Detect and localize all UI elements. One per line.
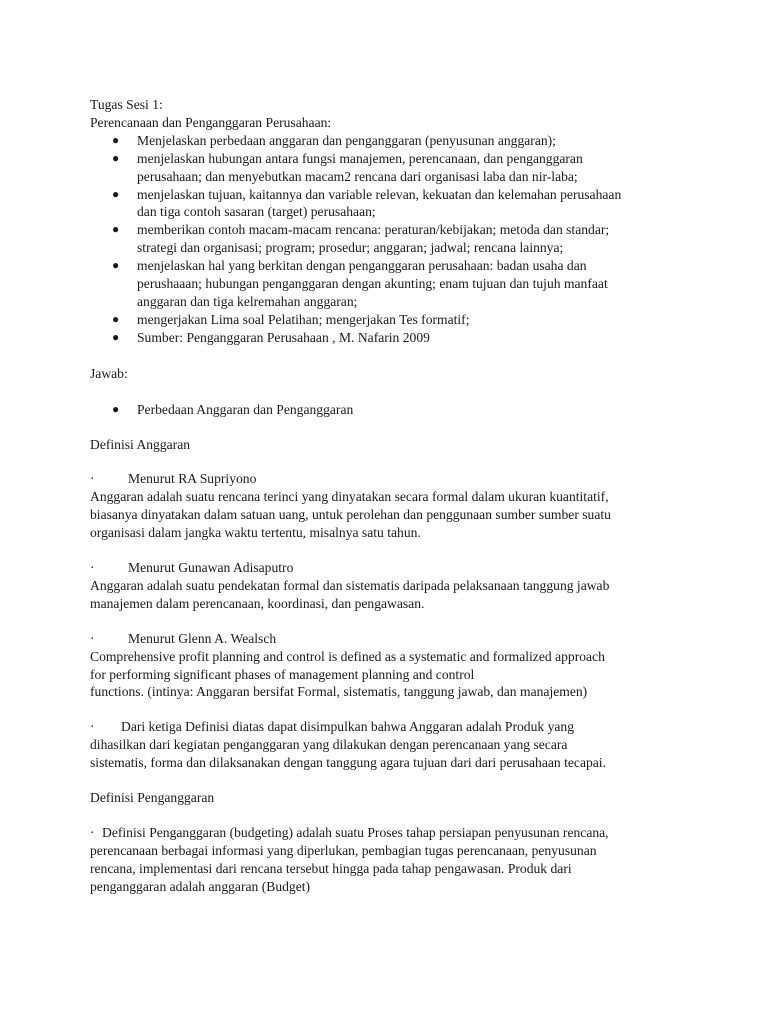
- conclusion-first-line: [90, 718, 690, 736]
- bullet-icon: ●: [112, 258, 120, 273]
- task-text: menjelaskan tujuan, kaitannya dan variable relevan, kekuatan dan kelemahan perusahaan dan tiga contoh sasaran (target) perusahaan;: [137, 186, 622, 220]
- bullet-icon: ●: [112, 222, 120, 237]
- dot-icon: ·: [90, 630, 95, 646]
- bullet-icon: ●: [112, 186, 120, 201]
- definition-text: Anggaran adalah suatu rencana terinci yang dinyatakan secara formal dalam ukuran kuantitatif, biasanya dinyatakan dalam satuan uang, untuk perolehan dan penggunaan sumber sumber suatu organisasi dalam jangka waktu tertentu, misalnya satu tahun.: [90, 489, 611, 541]
- bullet-icon: ●: [112, 401, 120, 416]
- dot-icon: ·: [90, 825, 95, 840]
- list-item: [90, 311, 690, 329]
- answer-bullet-item: [90, 401, 690, 419]
- definition-text: Anggaran adalah suatu pendekatan formal dan sistematis daripada pelaksanaan tanggung jawab manajemen dalam perencanaan, koordinasi, dan pengawasan.: [90, 577, 610, 611]
- bullet-icon: ●: [112, 311, 120, 326]
- dot-icon: ·: [90, 719, 95, 735]
- task-list: [90, 132, 690, 347]
- document-subtitle: Perencanaan dan Penganggaran Perusahaan:: [90, 114, 332, 130]
- penganggaran-heading: Definisi Penganggaran: [90, 790, 215, 806]
- list-item: [90, 186, 690, 222]
- list-item: [90, 257, 690, 311]
- answer-bullet-text: Perbedaan Anggaran dan Penganggaran: [137, 401, 354, 417]
- dot-icon: ·: [90, 471, 95, 487]
- penganggaran-first-line: [90, 824, 690, 842]
- task-text: memberikan contoh macam-macam rencana: peraturan/kebijakan; metoda dan standar; strategi dan organisasi; program; prosedur; anggaran; jadwal; rencana lainnya;: [137, 222, 610, 256]
- bullet-icon: ●: [112, 150, 120, 165]
- definition-source-text: Menurut Gunawan Adisaputro: [128, 560, 294, 576]
- definition-source: [90, 559, 690, 577]
- definition-source: [90, 630, 690, 648]
- bullet-icon: ●: [112, 132, 120, 147]
- list-item: [90, 150, 690, 186]
- list-item: [90, 221, 690, 257]
- penganggaran-text: perencanaan berbagai informasi yang diperlukan, pembagian tugas perencanaan, penyusunan rencana, implementasi dari rencana tersebut hingga pada tahap pengawasan. Produk dari penganggaran adalah anggaran (Budget): [90, 842, 597, 894]
- penganggaran-first-text: Definisi Penganggaran (budgeting) adalah suatu Proses tahap persiapan penyusunan rencana,: [102, 825, 609, 840]
- document-page: [90, 96, 690, 896]
- definition-source-text: Menurut RA Supriyono: [128, 471, 257, 487]
- list-item: [90, 329, 690, 347]
- anggaran-heading: Definisi Anggaran: [90, 436, 191, 452]
- list-item: [90, 132, 690, 150]
- answer-label: Jawab:: [90, 365, 128, 381]
- definition-source-text: Menurut Glenn A. Wealsch: [128, 630, 277, 646]
- conclusion-continuation: dihasilkan dari kegiatan penganggaran yang dilakukan dengan perencanaan yang secara sistematis, forma dan dilaksanakan dengan tanggung agara tujuan dari dari perusahaan tecapai.: [90, 737, 606, 771]
- dot-icon: ·: [90, 560, 95, 576]
- task-text: mengerjakan Lima soal Pelatihan; mengerjakan Tes formatif;: [137, 311, 470, 327]
- definition-text: Comprehensive profit planning and control is defined as a systematic and formalized approach for performing significant phases of management planning and control functions. (intinya: Anggaran bersifat Formal, sistematis, tanggung jawab, dan manajemen): [90, 648, 605, 700]
- bullet-icon: ●: [112, 329, 120, 344]
- task-text: menjelaskan hal yang berkitan dengan penganggaran perusahaan: badan usaha dan perushaaan; hubungan penganggaran dengan akunting; enam tujuan dan tujuh manfaat anggaran dan tiga kelremahan anggaran;: [137, 258, 608, 309]
- task-text: menjelaskan hubungan antara fungsi manajemen, perencanaan, dan penganggaran perusahaan; dan menyebutkan macam2 rencana dari organisasi laba dan nir-laba;: [137, 150, 583, 184]
- task-text: Sumber: Penganggaran Perusahaan , M. Nafarin 2009: [137, 329, 430, 345]
- definition-source: [90, 470, 690, 488]
- conclusion-text: Dari ketiga Definisi diatas dapat disimpulkan bahwa Anggaran adalah Produk yang: [121, 719, 575, 735]
- task-text: Menjelaskan perbedaan anggaran dan penganggaran (penyusunan anggaran);: [137, 132, 556, 148]
- document-title: Tugas Sesi 1:: [90, 97, 163, 112]
